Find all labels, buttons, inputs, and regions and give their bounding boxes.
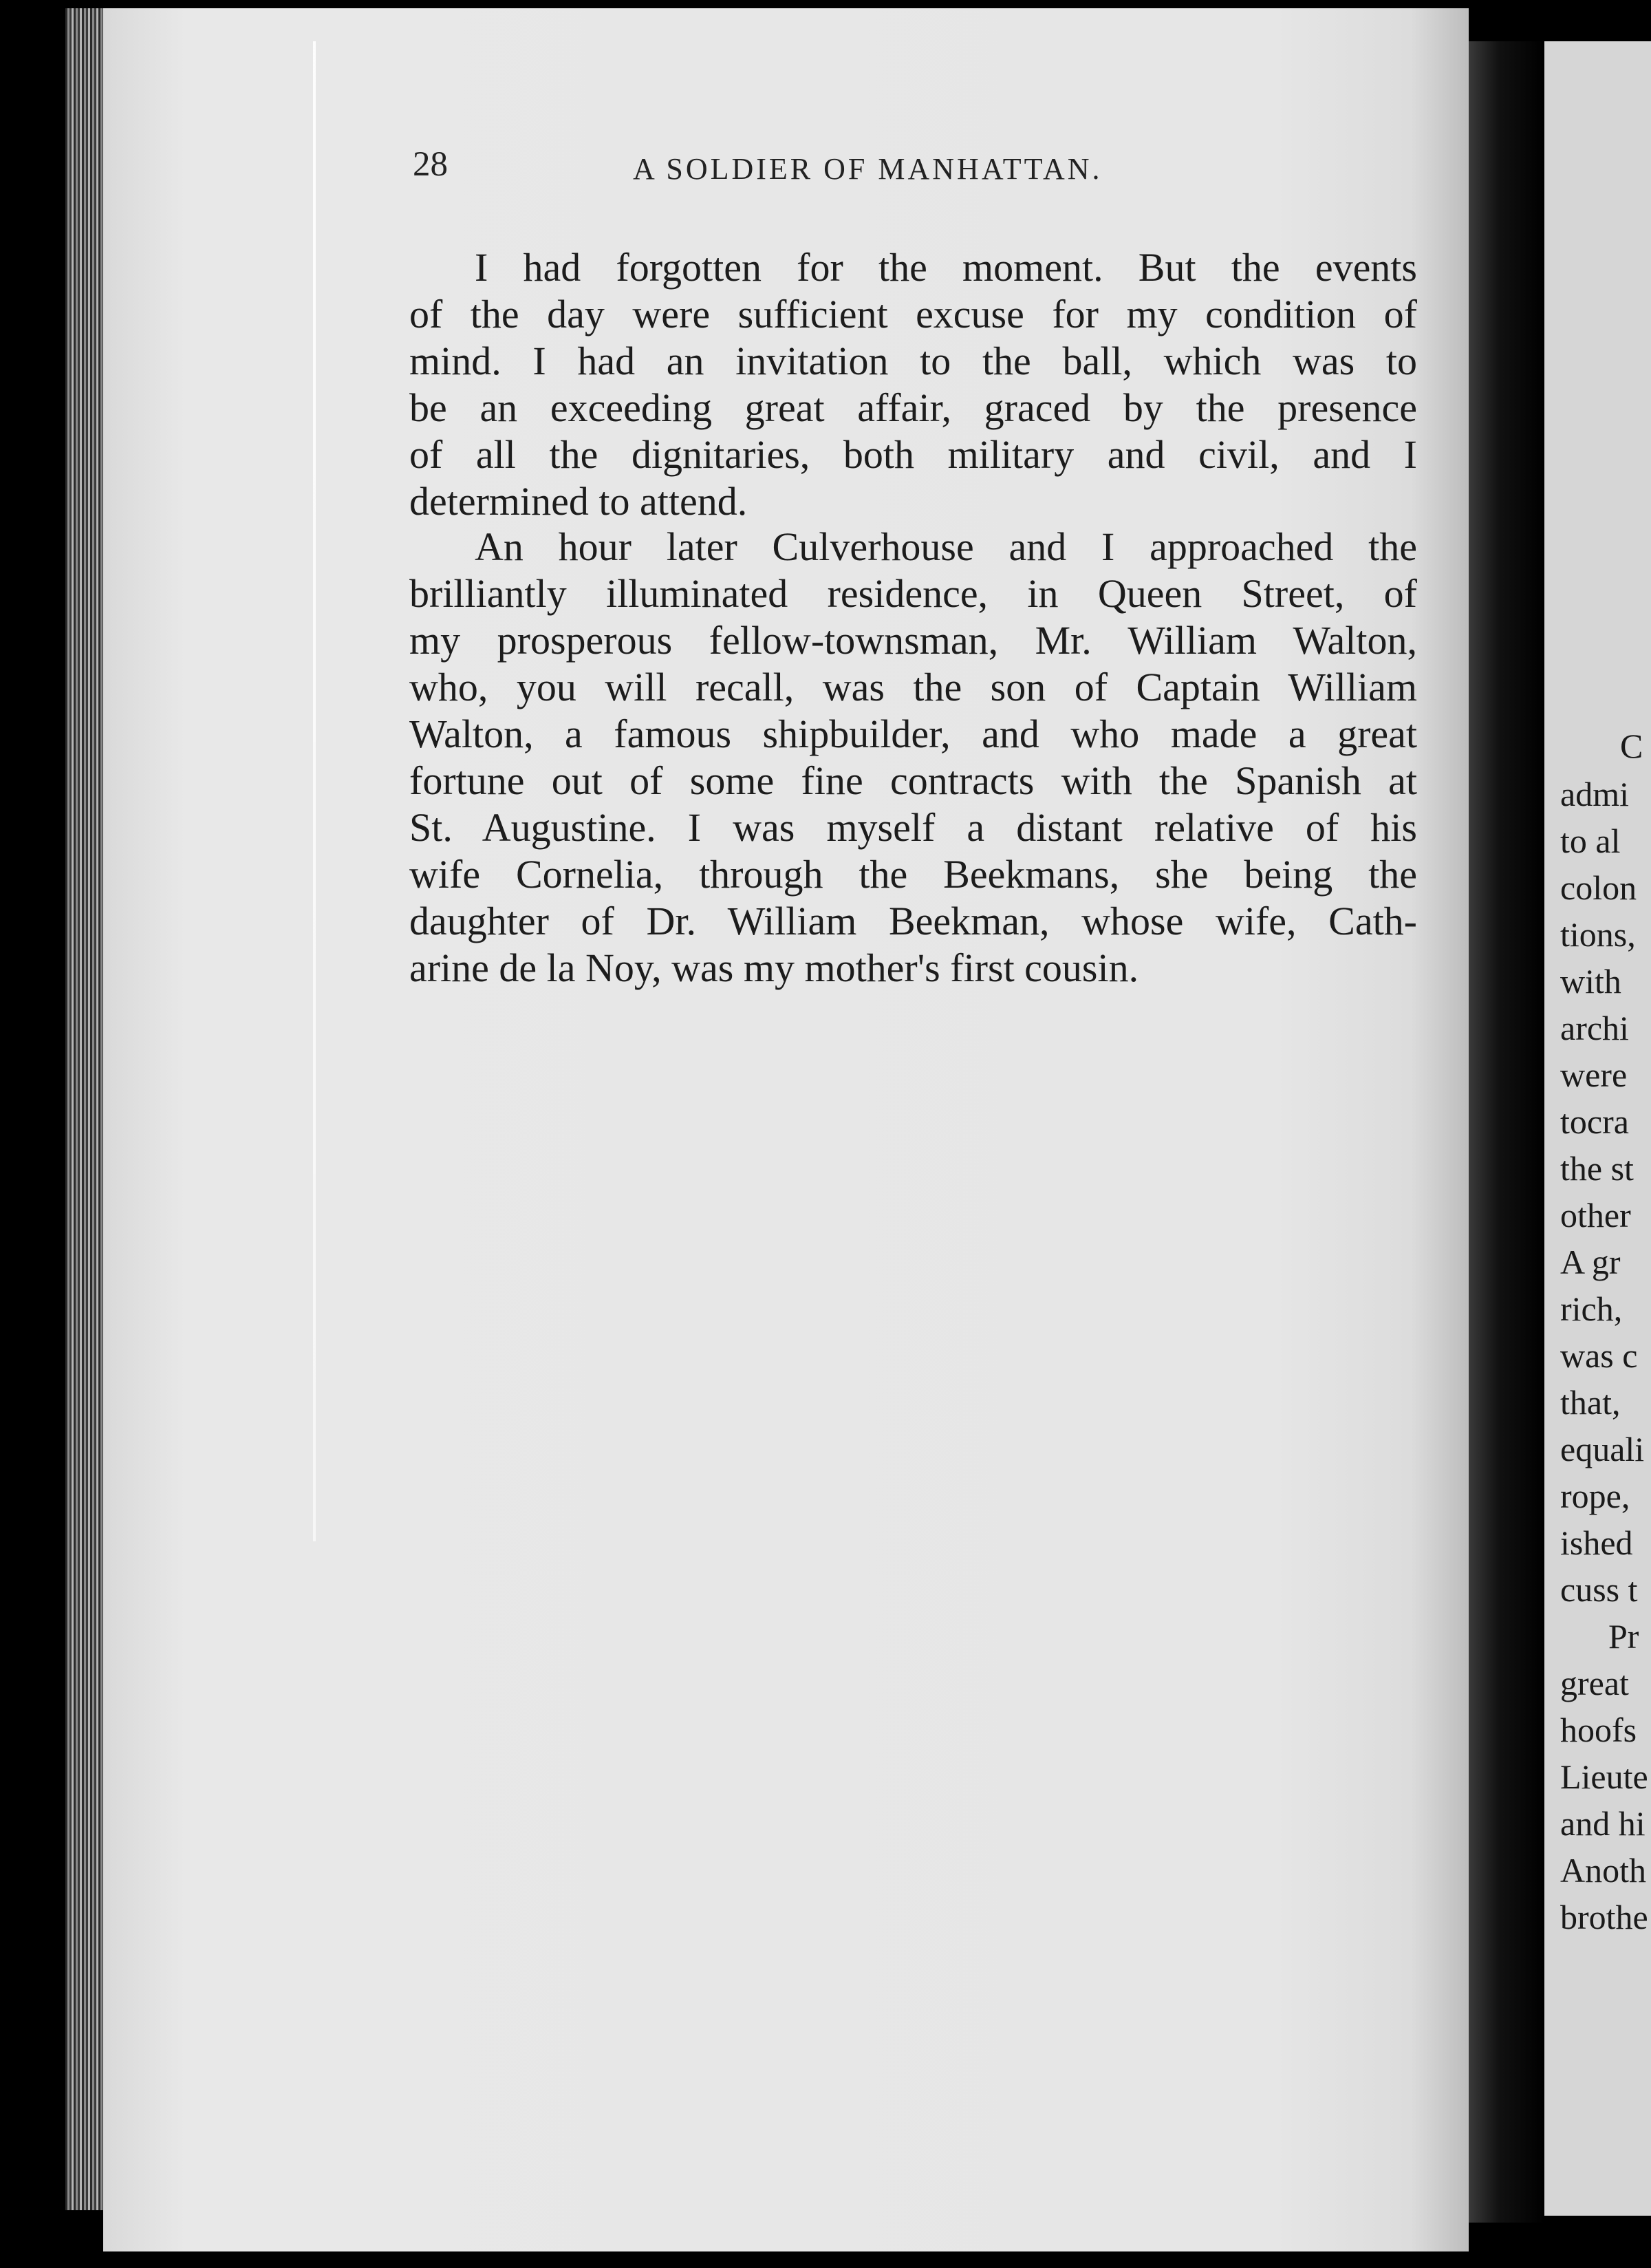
paragraph-1 <box>409 244 1417 525</box>
text-line: St. Augustine. I was myself a distant relative of his <box>409 805 1417 850</box>
text-line: of all the dignitaries, both military and civil, and I <box>409 432 1417 477</box>
text-line: my prosperous fellow-townsman, Mr. William Walton, <box>409 618 1417 663</box>
right-page-fragment: A gr <box>1560 1243 1621 1281</box>
right-page-fragment: colon <box>1560 868 1637 907</box>
right-page-fragment: other <box>1560 1196 1631 1234</box>
right-page-fragment: and hi <box>1560 1804 1645 1843</box>
text-line: arine de la Noy, was my mother's first cousin. <box>409 945 1139 990</box>
right-page-fragment: that, <box>1560 1383 1621 1422</box>
right-page-fragment: ished <box>1560 1523 1633 1562</box>
right-page-fragment: hoofs <box>1560 1711 1637 1749</box>
right-page-fragment: Lieute <box>1560 1757 1648 1796</box>
right-page-fragment: was c <box>1560 1336 1638 1375</box>
text-line: be an exceeding great affair, graced by the presence <box>409 385 1417 430</box>
right-page-fragment: Anoth <box>1560 1851 1646 1890</box>
text-line: I had forgotten for the moment. But the events <box>475 245 1417 290</box>
right-page-fragment: were <box>1560 1056 1628 1094</box>
right-page-fragment: admi <box>1560 775 1629 813</box>
book-gutter <box>1469 41 1544 2223</box>
text-line: Walton, a famous shipbuilder, and who made a great <box>409 712 1417 756</box>
text-line: brilliantly illuminated residence, in Queen Street, of <box>409 571 1417 616</box>
page-edge-stack <box>65 8 107 2210</box>
text-line: mind. I had an invitation to the ball, which was to <box>409 339 1417 383</box>
right-page-fragment: cuss t <box>1560 1570 1638 1609</box>
film-scratch <box>313 41 316 1541</box>
paragraph-2 <box>409 524 1417 992</box>
text-line: wife Cornelia, through the Beekmans, she being the <box>409 852 1417 897</box>
text-line: of the day were sufficient excuse for my condition of <box>409 292 1417 336</box>
right-page-fragment: the st <box>1560 1149 1634 1188</box>
right-page-fragment: rope, <box>1560 1477 1630 1515</box>
right-page-fragment: brothe <box>1560 1898 1648 1936</box>
text-line: daughter of Dr. William Beekman, whose wife, Cath- <box>409 899 1417 943</box>
right-page-fragment: rich, <box>1560 1290 1623 1328</box>
right-page-fragment: to al <box>1560 822 1621 860</box>
text-line: who, you will recall, was the son of Captain William <box>409 665 1417 709</box>
right-page-fragment: archi <box>1560 1009 1629 1047</box>
right-page-fragment: Pr <box>1608 1617 1639 1656</box>
text-line: determined to attend. <box>409 479 748 524</box>
right-page-fragment: with <box>1560 962 1621 1001</box>
right-page-fragment: great <box>1560 1664 1629 1702</box>
right-page-fragment: C <box>1620 727 1643 765</box>
right-page-fragment: equali <box>1560 1430 1645 1468</box>
right-page-fragment: tocra <box>1560 1102 1629 1141</box>
text-line: fortune out of some fine contracts with the Spanish at <box>409 758 1417 803</box>
running-title: A SOLDIER OF MANHATTAN. <box>633 152 1103 186</box>
page-number: 28 <box>413 145 448 184</box>
text-line: An hour later Culverhouse and I approached the <box>475 524 1417 569</box>
right-page-fragment: tions, <box>1560 915 1636 954</box>
